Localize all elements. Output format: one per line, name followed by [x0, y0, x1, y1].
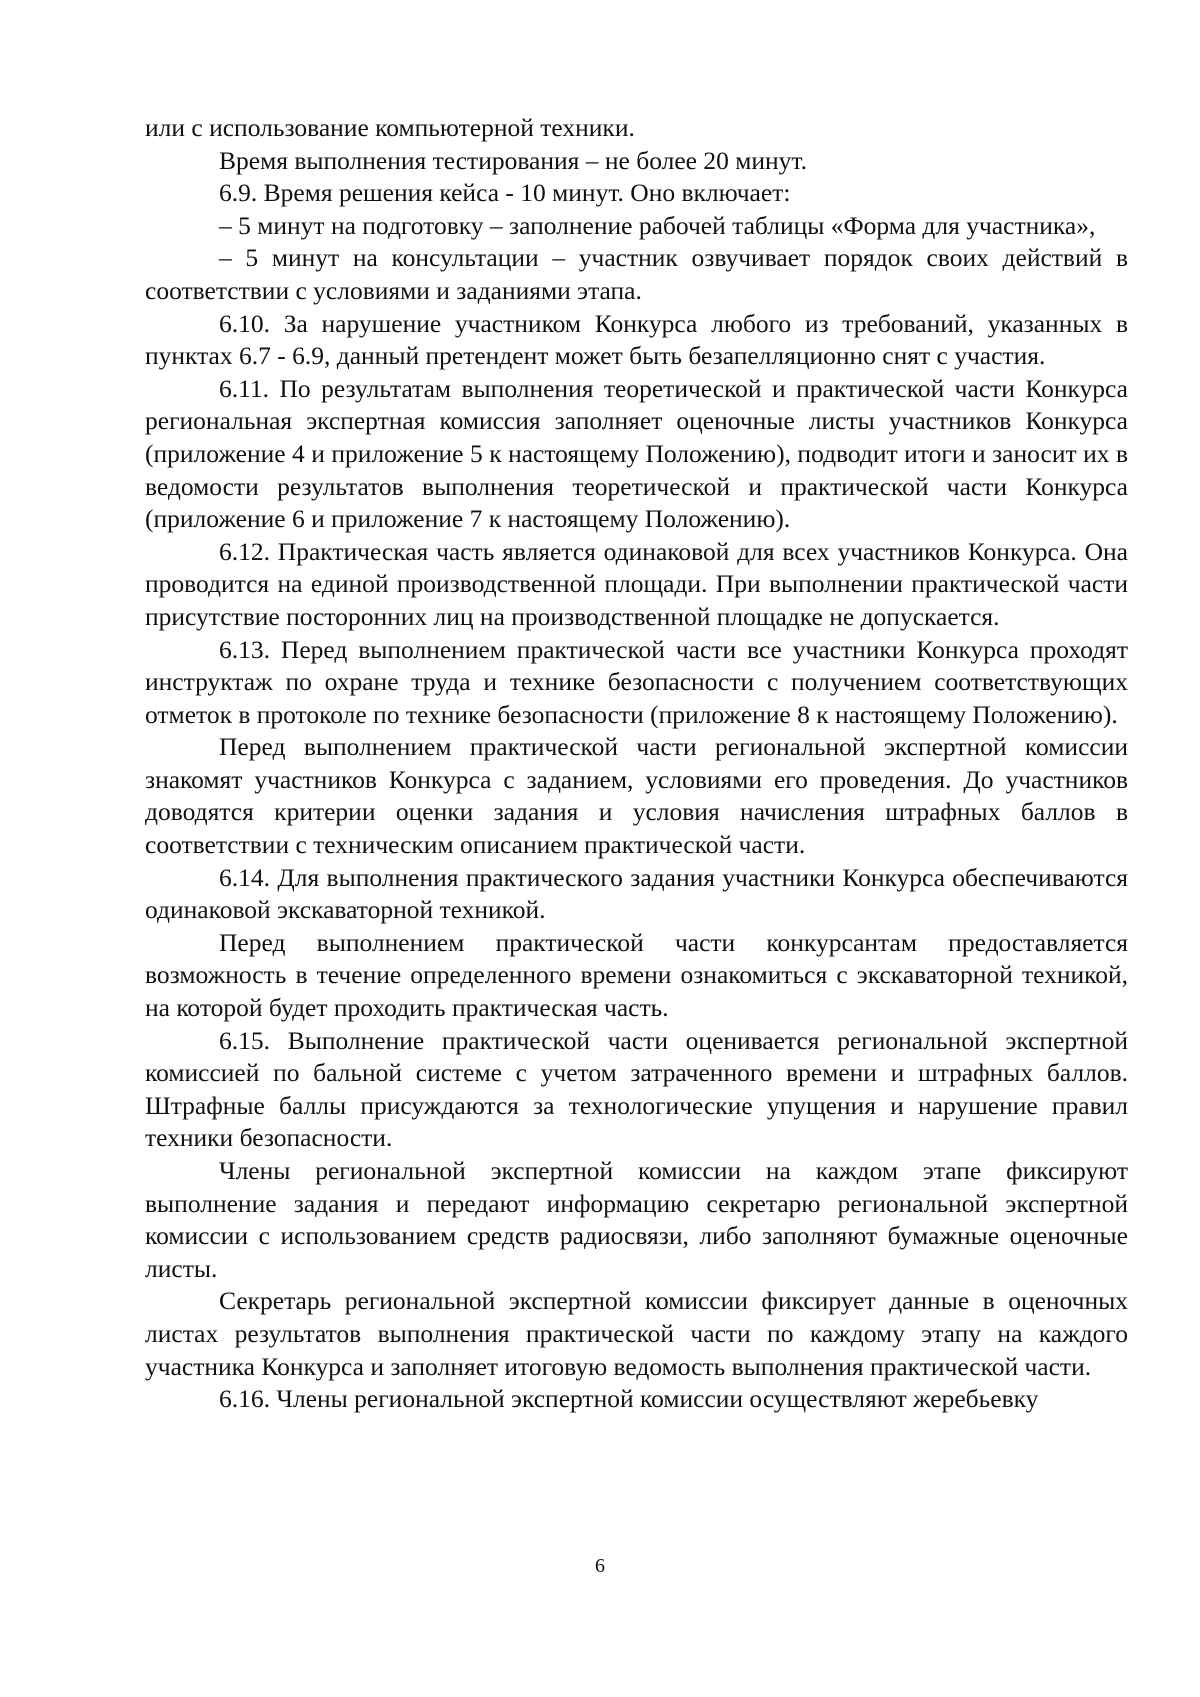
document-body	[145, 112, 1128, 1416]
paragraph-6-11: 6.11. По результатам выполнения теоретической и практической части Конкурса региональная экспертная комиссия заполняет оценочные листы участников Конкурса (приложение 4 и приложение 5 к настоящему Положению), подводит итоги и заносит их в ведомости результатов выполнения теоретической и практической части Конкурса (приложение 6 и приложение 7 к настоящему Положению).	[145, 373, 1128, 534]
paragraph-6-12: 6.12. Практическая часть является одинаковой для всех участников Конкурса. Она проводится на единой производственной площади. При выполнении практической части присутствие посторонних лиц на производственной площадке не допускается.	[145, 536, 1128, 631]
paragraph-continuation: или с использование компьютерной техники.	[145, 113, 635, 142]
paragraph-6-10: 6.10. За нарушение участником Конкурса любого из требований, указанных в пунктах 6.7 - 6.9, данный претендент может быть безапелляционно снят с участия.	[145, 308, 1128, 371]
paragraph-6-15-experts: Члены региональной экспертной комиссии на каждом этапе фиксируют выполнение задания и передают информацию секретарю региональной экспертной комиссии с использованием средств радиосвязи, либо заполняют бумажные оценочные листы.	[145, 1156, 1128, 1283]
paragraph-test-duration: Время выполнения тестирования – не более 20 минут.	[219, 145, 808, 175]
paragraph-6-15: 6.15. Выполнение практической части оценивается региональной экспертной комиссией по бальной системе с учетом затраченного времени и штрафных баллов. Штрафные баллы присуждаются за технологические упущения и нарушение правил техники безопасности.	[145, 1025, 1128, 1153]
paragraph-6-13-briefing: Перед выполнением практической части региональной экспертной комиссии знакомят участников Конкурса с заданием, условиями его проведения. До участников доводятся критерии оценки задания и условия начисления штрафных баллов в соответствии с техническим описанием практической части.	[145, 732, 1128, 860]
paragraph-6-16: 6.16. Члены региональной экспертной комиссии осуществляют жеребьевку	[219, 1384, 1039, 1414]
list-item-consultation: – 5 минут на консультации – участник озвучивает порядок своих действий в соответствии с условиями и заданиями этапа.	[145, 243, 1128, 305]
paragraph-6-14-familiarization: Перед выполнением практической части конкурсантам предоставляется возможность в течение определенного времени ознакомиться с экскаваторной техникой, на которой будет проходить практическая часть.	[145, 927, 1128, 1023]
page-number: 6	[595, 1555, 605, 1577]
paragraph-6-15-secretary: Секретарь региональной экспертной комиссии фиксирует данные в оценочных листах результатов выполнения практической части по каждому этапу на каждого участника Конкурса и заполняет итоговую ведомость выполнения практической части.	[145, 1286, 1128, 1381]
list-item-preparation: – 5 минут на подготовку – заполнение рабочей таблицы «Форма для участника»,	[219, 210, 1096, 240]
paragraph-6-9: 6.9. Время решения кейса - 10 минут. Оно включает:	[219, 178, 791, 208]
paragraph-6-13: 6.13. Перед выполнением практической части все участники Конкурса проходят инструктаж по охране труда и технике безопасности с получением соответствующих отметок в протоколе по технике безопасности (приложение 8 к настоящему Положению).	[145, 634, 1128, 729]
paragraph-6-14: 6.14. Для выполнения практического задания участники Конкурса обеспечиваются одинаковой экскаваторной техникой.	[145, 862, 1128, 925]
